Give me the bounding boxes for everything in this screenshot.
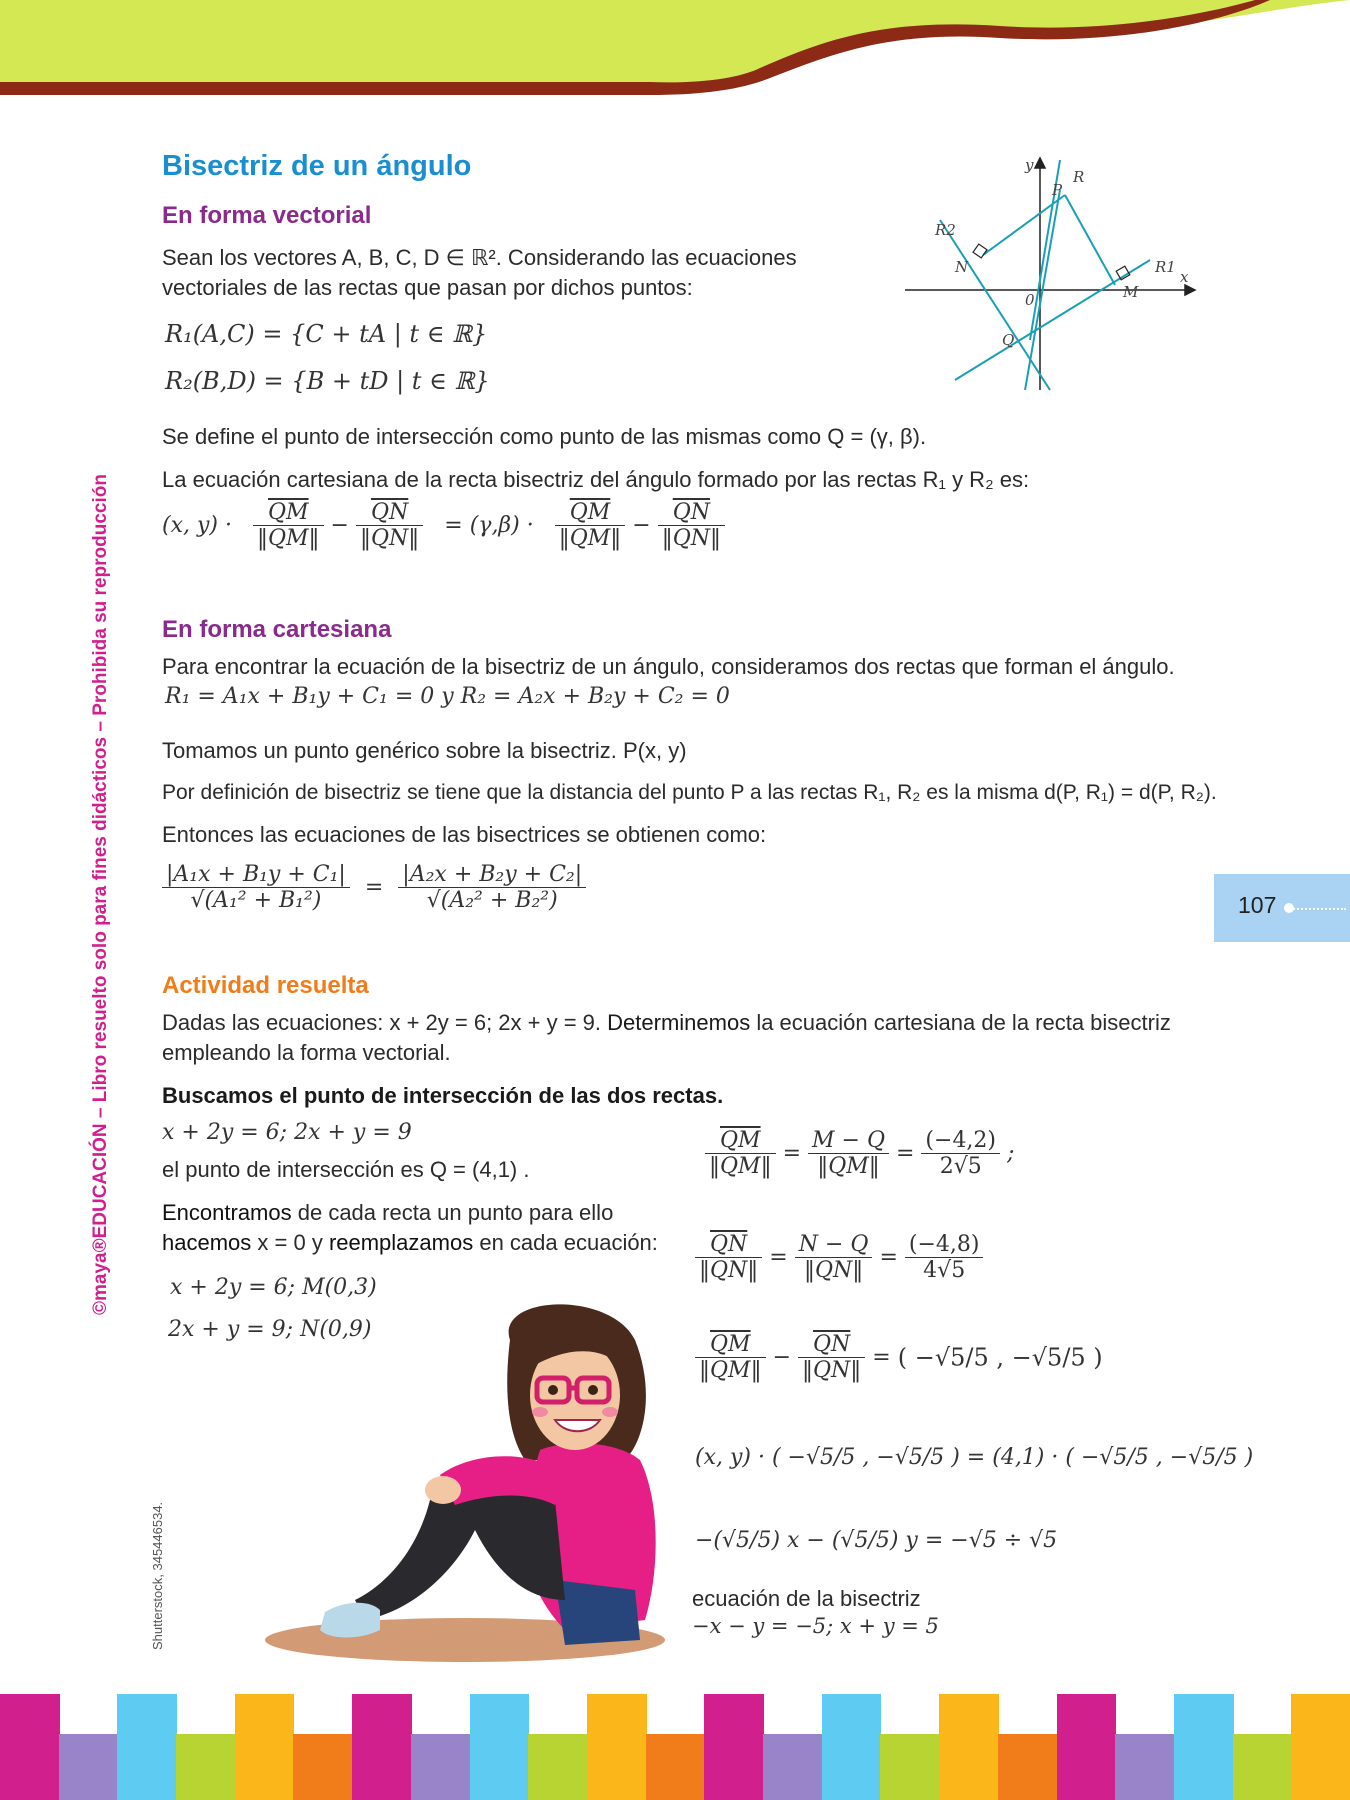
actividad-line-1b: Determinemos <box>607 1010 751 1035</box>
footer-stripe <box>176 1734 236 1800</box>
footer-stripe <box>0 1694 60 1800</box>
qm-num-2: $\overline{QM}$ <box>555 500 626 526</box>
point-m: x + 2y = 6; M(0,3) <box>170 1275 377 1300</box>
cartesiana-line-2: Tomamos un punto genérico sobre la bisectriz. P(x, y) <box>162 738 687 763</box>
footer-stripe <box>470 1694 530 1800</box>
qn-den: ‖QN‖ <box>359 526 420 551</box>
dot-leader <box>1290 908 1346 910</box>
fraction-qn-2 <box>658 500 725 551</box>
actividad-find-1 <box>162 1198 613 1228</box>
footer-stripe <box>704 1694 764 1800</box>
cartesian-equation-text: La ecuación cartesiana de la recta bisectriz del ángulo formado por las rectas R₁ y R₂ es: <box>162 467 1030 492</box>
qn-num: $\overline{QN}$ <box>356 500 423 526</box>
label-p: P <box>1052 181 1063 199</box>
minus-sign: − <box>330 513 349 538</box>
vectorial-intro-1: Sean los vectores A, B, C, D ∈ ℝ². Considerando las ecuaciones <box>162 245 797 270</box>
footer-stripe <box>1057 1694 1117 1800</box>
qm-den-2: ‖QM‖ <box>558 526 622 551</box>
qn-den-2: ‖QN‖ <box>661 526 722 551</box>
calc-qn-mid-den: ‖QN‖ <box>803 1258 864 1283</box>
footer-stripe <box>646 1734 706 1800</box>
intersection-definition: Se define el punto de intersección como punto de las mismas como Q = (γ, β). <box>162 424 927 449</box>
calc-qm-mid <box>808 1128 889 1179</box>
bisector-diagram <box>895 150 1205 400</box>
result-label: ecuación de la bisectriz <box>692 1586 921 1611</box>
diff-qm <box>695 1332 766 1383</box>
footer-stripe <box>998 1734 1058 1800</box>
footer-stripe <box>939 1694 999 1800</box>
calc-qm-mid-den: ‖QM‖ <box>817 1154 880 1179</box>
actividad-line-1a: Dadas las ecuaciones: x + 2y = 6; 2x + y = 9. <box>162 1010 608 1035</box>
footer-stripe <box>1291 1694 1350 1800</box>
calc-qn-den: ‖QN‖ <box>699 1258 759 1283</box>
actividad-line-1 <box>162 1008 1171 1038</box>
label-r1: R1 <box>1155 258 1176 276</box>
calc-qn-mid <box>795 1232 873 1283</box>
equals-sign: = <box>364 875 384 900</box>
actividad-intersection: el punto de intersección es Q = (4,1) . <box>162 1157 530 1182</box>
label-r2: R2 <box>935 221 956 239</box>
diff-qn <box>798 1332 865 1383</box>
calc-qn-res <box>905 1232 984 1283</box>
distance-den-1: √(A₁² + B₁²) <box>190 888 322 913</box>
footer-stripe <box>587 1694 647 1800</box>
diff-qn-num: $\overline{QN}$ <box>798 1332 865 1358</box>
vectorial-intro-2: vectoriales de las rectas que pasan por dichos puntos: <box>162 275 693 300</box>
calc-difference: $\frac{\overline{QM}}{‖QM‖}$ − $\frac{\overline{QN}}{‖QN‖}$ = ( −√5/5 , −√5/5 ) <box>695 1332 1103 1383</box>
calc-qm-res <box>921 1128 1000 1179</box>
actividad-line-1c: la ecuación cartesiana de la recta bisectriz <box>750 1010 1171 1035</box>
footer-stripe <box>59 1734 119 1800</box>
diff-qm-num: $\overline{QM}$ <box>695 1332 766 1358</box>
distance-num-1: |A₁x + B₁y + C₁| <box>162 862 350 888</box>
actividad-find-2 <box>162 1228 658 1258</box>
page-number: 107 <box>1238 892 1277 918</box>
calc-qn-res-num: (−4,8) <box>905 1232 984 1258</box>
label-n: N <box>955 258 969 276</box>
actividad-step-heading: Buscamos el punto de intersección de las dos rectas. <box>162 1083 724 1108</box>
equation-r2: R₂(B,D) = {B + tD | t ∈ ℝ} <box>165 367 490 395</box>
segment-pm <box>1065 195 1115 285</box>
dot-icon <box>1284 903 1294 913</box>
footer-stripe <box>880 1734 940 1800</box>
footer-stripe <box>1174 1694 1234 1800</box>
footer-stripe <box>352 1694 412 1800</box>
calc-qm-den: ‖QM‖ <box>709 1154 772 1179</box>
qm-den: ‖QM‖ <box>256 526 320 551</box>
calc-qn: $\frac{\overline{QN}}{‖QN‖}$ = $\frac{N - Q}{‖QN‖}$ = $\frac{(-4,8)}{4√5}$ <box>695 1232 983 1283</box>
footer-stripe <box>1115 1734 1175 1800</box>
page-title: Bisectriz de un ángulo <box>162 150 472 182</box>
shoe-icon <box>320 1603 380 1638</box>
heading-actividad: Actividad resuelta <box>162 972 369 999</box>
find-1a: Encontramos <box>162 1200 292 1225</box>
calc-qm-res-den: 2√5 <box>939 1154 982 1179</box>
diff-qn-den: ‖QN‖ <box>802 1358 862 1383</box>
label-origin: 0 <box>1025 291 1035 309</box>
calc-qm-mid-num: M − Q <box>808 1128 889 1154</box>
distance-formula <box>162 862 586 913</box>
fraction-qm-2 <box>555 500 626 551</box>
label-r: R <box>1073 168 1085 186</box>
bisector-vector-formula <box>162 500 725 551</box>
calc-final-equation: −(√5/5) x − (√5/5) y = −√5 ÷ √5 <box>695 1528 1058 1553</box>
footer-stripe <box>293 1734 353 1800</box>
label-x: x <box>1180 268 1189 286</box>
right-angle-n <box>973 244 987 258</box>
calc-qm-res-num: (−4,2) <box>921 1128 1000 1154</box>
label-m: M <box>1123 283 1139 301</box>
footer-stripe <box>763 1734 823 1800</box>
cartesiana-line-1: Para encontrar la ecuación de la bisectriz de un ángulo, consideramos dos rectas que forman el ángulo. <box>162 654 1175 679</box>
qn-num-2: $\overline{QN}$ <box>658 500 725 526</box>
distance-num-2: |A₂x + B₂y + C₂| <box>398 862 586 888</box>
calc-qm-frac <box>705 1128 776 1179</box>
footer-stripe <box>411 1734 471 1800</box>
cartesiana-line-4: Entonces las ecuaciones de las bisectrices se obtienen como: <box>162 822 767 847</box>
footer-stripe <box>117 1694 177 1800</box>
heading-cartesiana: En forma cartesiana <box>162 616 392 643</box>
find-2c: reemplazamos <box>328 1230 474 1255</box>
calc-final-product: (x, y) · ( −√5/5 , −√5/5 ) = (4,1) · ( −√5/5 , −√5/5 ) <box>695 1445 1254 1470</box>
diff-qm-den: ‖QM‖ <box>699 1358 762 1383</box>
minus-sign-2: − <box>632 513 651 538</box>
find-2d: en cada ecuación: <box>473 1230 658 1255</box>
image-credit: Shutterstock, 345446534. <box>150 1501 165 1650</box>
find-2a: hacemos <box>162 1230 252 1255</box>
header-band <box>0 0 1350 100</box>
footer-stripe <box>235 1694 295 1800</box>
side-copyright-text: ©maya®EDUCACIÓN – Libro resuelto solo para fines didácticos – Prohibida su reproducción <box>90 474 111 1315</box>
cartesiana-line-3: Por definición de bisectriz se tiene que la distancia del punto P a las rectas R₁, R₂ es la misma d(P, R₁) = d(P, R₂). <box>162 781 1217 804</box>
fraction-distance-2 <box>398 862 586 913</box>
calc-qm-num: $\overline{QM}$ <box>705 1128 776 1154</box>
calc-qn-frac <box>695 1232 762 1283</box>
footer-stripe <box>528 1734 588 1800</box>
formula-mid: = (γ,β) · <box>444 513 534 538</box>
qm-num: $\overline{QM}$ <box>253 500 324 526</box>
girl-illustration <box>265 1300 675 1665</box>
find-2b: x = 0 y <box>251 1230 329 1255</box>
heading-vectorial: En forma vectorial <box>162 202 372 229</box>
distance-den-2: √(A₂² + B₂²) <box>426 888 558 913</box>
cartesiana-equations: R₁ = A₁x + B₁y + C₁ = 0 y R₂ = A₂x + B₂y + C₂ = 0 <box>165 684 730 709</box>
calc-qn-num: $\overline{QN}$ <box>695 1232 762 1258</box>
footer-stripe <box>822 1694 882 1800</box>
equation-r1: R₁(A,C) = {C + tA | t ∈ ℝ} <box>165 320 488 348</box>
actividad-equations: x + 2y = 6; 2x + y = 9 <box>162 1120 412 1145</box>
fraction-qn <box>356 500 423 551</box>
formula-lhs: (x, y) · <box>162 513 232 538</box>
footer-stripe <box>1233 1734 1293 1800</box>
find-1b: de cada recta un punto para ello <box>291 1200 614 1225</box>
fraction-distance-1 <box>162 862 350 913</box>
calc-qn-mid-num: N − Q <box>795 1232 873 1258</box>
diff-result: ( −√5/5 , −√5/5 ) <box>897 1343 1103 1372</box>
calc-qn-res-den: 4√5 <box>923 1258 966 1283</box>
point-n: 2x + y = 9; N(0,9) <box>168 1317 372 1342</box>
calc-qm: $\frac{\overline{QM}}{‖QM‖}$ = $\frac{M - Q}{‖QM‖}$ = $\frac{(-4,2)}{2√5}$ ; <box>705 1128 1014 1179</box>
page-number-tab <box>1214 874 1350 942</box>
label-q: Q <box>1002 331 1015 349</box>
footer-stripes <box>0 1694 1350 1800</box>
actividad-line-2: empleando la forma vectorial. <box>162 1040 451 1065</box>
result-equation: −x − y = −5; x + y = 5 <box>692 1614 939 1638</box>
label-y: y <box>1025 156 1034 174</box>
fraction-qm <box>253 500 324 551</box>
